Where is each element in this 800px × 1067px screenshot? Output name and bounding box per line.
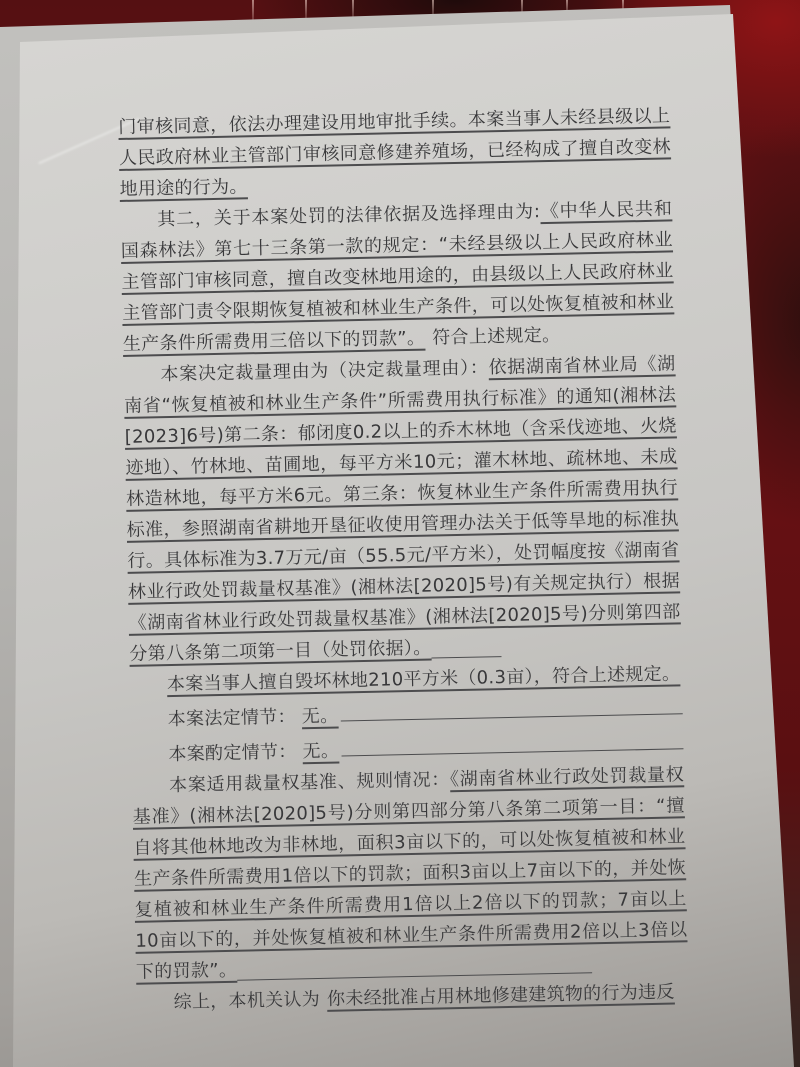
document-paragraph bbox=[120, 193, 675, 360]
handwritten-text: 无。 bbox=[301, 705, 339, 728]
handwritten-text: 无。 bbox=[302, 740, 340, 763]
handwritten-text: 你未经批准占用林地修建建筑物的行为违反 bbox=[326, 981, 675, 1010]
handwritten-text: 《中华人民共和国森林法》第七十三条第一款的规定：“未经县级以上人民政府林业主管部门审核同意，擅自改变林地用途的，由县级以上人民政府林业主管部门责令限期恢复植被和林业生产条件，可以处恢复植被和林业生产条件所需费用三倍以下的罚款”。 bbox=[120, 198, 675, 355]
document-paragraph bbox=[118, 100, 672, 205]
document-paragraph bbox=[123, 348, 681, 669]
handwritten-text: 门审核同意，依法办理建设用地审批手续。本案当事人未经县级以上人民政府林业主管部门审核同意修建养殖场，已经构成了擅自改变林地用途的行为。 bbox=[118, 105, 672, 200]
printed-text: 其二，关于本案处罚的法律依据及选择理由为: bbox=[157, 201, 541, 231]
printed-text: 综上，本机关认为 bbox=[173, 988, 321, 1014]
document-paragraph bbox=[132, 759, 688, 988]
handwritten-text: 本案当事人擅自毁坏林地210平方米（0.3亩），符合上述规定。 bbox=[166, 663, 681, 696]
document-body bbox=[118, 100, 689, 1018]
printed-text: 本案适用裁量权基准、规则情况： bbox=[168, 769, 451, 797]
printed-text: 本案决定裁量理由为（决定裁量理由）： bbox=[160, 357, 489, 386]
handwritten-text: 《湖南省林业行政处罚裁量权基准》(湘林法[2020]5号)分则第四部分第八条第二项第一目：“擅自将其他林地改为非林地，面积3亩以下的，可以处恢复植被和林业生产条件所需费用1倍以下的罚款；面积3亩以上7亩以下的，并处恢复植被和林业生产条件所需费用1倍以上2倍以下的罚款；7亩以上10亩以下的，并处恢复植被和林业生产条件所需费用2倍以上3倍以下的罚款”。 bbox=[132, 764, 688, 983]
printed-text: 本案法定情节： bbox=[167, 706, 297, 731]
printed-text: 本案酌定情节： bbox=[168, 741, 297, 766]
handwritten-text: 依据湖南省林业局《湖南省“恢复植被和林业生产条件”所需费用执行标准》的通知(湘林法[2023]6号)第二条：郁闭度0.2以上的乔木林地（含采伐迹地、火烧迹地）、竹林地、苗圃地，每平方米10元；灌木林地、疏林地、未成林造林地，每平方米6元。第三条：恢复林业生产条件所需费用执行标准，参照湖南省耕地开垦征收使用管理办法关于低等旱地的标准执行。具体标准为3.7万元/亩（55.5元/平方米），处罚幅度按《湖南省林业行政处罚裁量权基准》(湘林法[2020]5号)有关规定执行）根据《湖南省林业行政处罚裁量权基准》(湘林法[2020]5号)分则第四部分第八条第二项第一目（处罚依据）。 bbox=[123, 353, 681, 665]
blank-rule bbox=[432, 654, 502, 658]
printed-text: 符合上述规定。 bbox=[432, 324, 561, 349]
